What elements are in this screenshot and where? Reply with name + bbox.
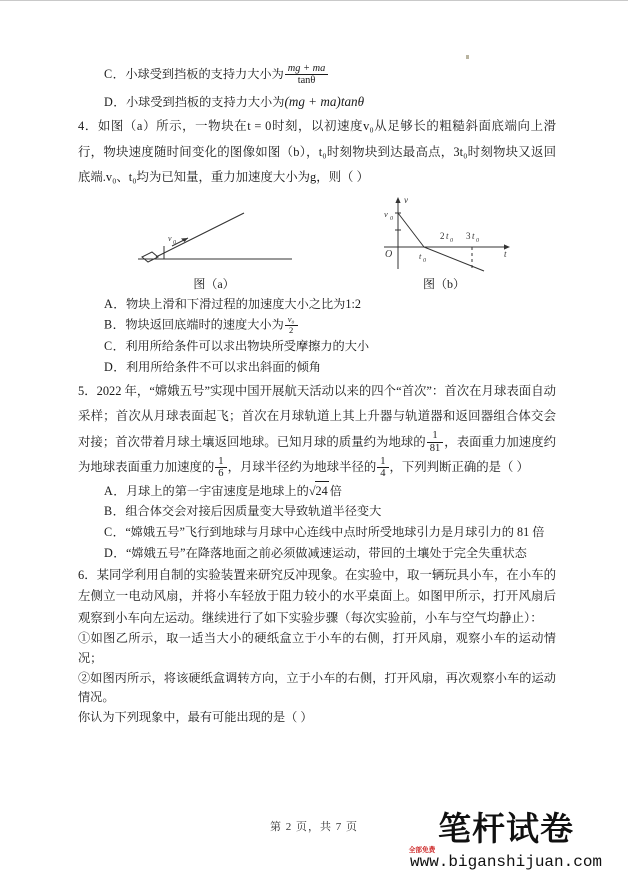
question-5-stem-part-4: ，下列判断正确的是（ ） bbox=[389, 460, 529, 475]
fraction-1-over-81 bbox=[427, 430, 444, 454]
question-4-option-c bbox=[78, 337, 556, 356]
expression-mg-ma-tan-theta: (mg + ma)tanθ bbox=[284, 93, 365, 109]
option-label: B． bbox=[104, 504, 126, 519]
fraction-v0-over-2 bbox=[285, 315, 298, 334]
option-text: 组合体交会对接后因质量变大导致轨道半径变大 bbox=[125, 504, 382, 519]
option-label: D． bbox=[104, 359, 126, 374]
question-6-step-1: ①如图乙所示，取一适当大小的硬纸盒立于小车的右侧，打开风扇，观察小车的运动情况； bbox=[78, 631, 556, 665]
svg-text:0: 0 bbox=[423, 257, 426, 264]
question-5-option-a bbox=[78, 481, 556, 501]
option-text: 物块上滑和下滑过程的加速度大小之比为1:2 bbox=[126, 296, 361, 311]
question-4-stem-line-2: ，物块速度随时间变化的图像如图（b），t₀时刻物块到达最高点，3t₀时刻物块又返回底 bbox=[78, 144, 557, 185]
option-label: D． bbox=[104, 546, 126, 561]
figure-a-caption: 图（a） bbox=[193, 276, 235, 291]
carryover-option-c bbox=[78, 60, 556, 90]
figure-a-velocity-label: v bbox=[168, 233, 172, 243]
fraction-1-over-4 bbox=[377, 456, 388, 480]
page-speck-artifact bbox=[466, 55, 469, 59]
option-label: C． bbox=[104, 339, 126, 354]
figure-b-caption: 图（b） bbox=[422, 276, 465, 291]
question-4-option-a bbox=[78, 295, 556, 314]
figure-a-incline-diagram bbox=[124, 199, 304, 271]
fraction-mg-ma-over-tan-theta bbox=[285, 63, 329, 86]
option-text: 小球受到挡板的支持力大小为 bbox=[126, 94, 285, 109]
option-label: B． bbox=[104, 318, 126, 333]
svg-text:t: t bbox=[472, 230, 475, 241]
svg-text:t: t bbox=[504, 248, 507, 259]
fraction-denominator: 81 bbox=[427, 442, 444, 454]
question-5-option-d bbox=[78, 544, 556, 563]
option-text: 利用所给条件不可以求出斜面的倾角 bbox=[126, 359, 321, 374]
option-label: D． bbox=[104, 94, 126, 109]
option-label: C． bbox=[104, 525, 126, 540]
svg-text:v: v bbox=[384, 208, 388, 219]
velocity-time-graph-svg bbox=[354, 191, 534, 277]
fraction-numerator: 1 bbox=[380, 455, 386, 467]
option-label: A． bbox=[104, 296, 126, 311]
question-4-stem-line-1: 如图（a）所示，一物块在t = 0时刻，以初速度v₀从足够长的粗糙斜面底端向上滑行 bbox=[78, 119, 556, 159]
question-6-closing: 你认为下列现象中，最有可能出现的是（ ） bbox=[78, 710, 313, 725]
option-text: 利用所给条件可以求出物块所受摩擦力的大小 bbox=[125, 339, 370, 354]
svg-text:0: 0 bbox=[450, 237, 453, 244]
question-6-stem bbox=[78, 565, 556, 629]
option-text: “嫦娥五号”飞行到地球与月球中心连线中点时所受地球引力是月球引力的 81 倍 bbox=[125, 525, 545, 540]
fraction-numerator: 1 bbox=[432, 430, 438, 442]
question-number: 5． bbox=[78, 383, 97, 398]
question-6-step-2: ②如图丙所示，将该硬纸盒调转方向，立于小车的右侧，打开风扇，再次观察小车的运动情况。 bbox=[78, 670, 556, 705]
svg-text:t: t bbox=[419, 250, 422, 261]
fraction-1-over-6 bbox=[215, 456, 226, 480]
sqrt-radicand: 24 bbox=[315, 481, 329, 501]
carryover-option-d bbox=[78, 92, 556, 112]
svg-text:2: 2 bbox=[440, 230, 445, 241]
question-number: 4． bbox=[78, 119, 98, 134]
svg-text:v: v bbox=[404, 194, 408, 205]
sqrt-24: √24 bbox=[309, 481, 329, 501]
svg-text:0: 0 bbox=[173, 239, 176, 246]
fraction-numerator: v₀ bbox=[287, 314, 295, 325]
question-5-option-c bbox=[78, 523, 556, 542]
question-4-stem bbox=[78, 114, 556, 190]
fraction-denominator: 2 bbox=[285, 325, 298, 335]
page-content bbox=[78, 60, 556, 728]
option-text: 小球受到挡板的支持力大小为 bbox=[125, 67, 284, 81]
watermark bbox=[408, 809, 624, 886]
fraction-denominator: 4 bbox=[377, 467, 388, 479]
fraction-denominator: tanθ bbox=[285, 74, 329, 86]
option-label: C． bbox=[104, 67, 126, 81]
option-text: “嫦娥五号”在降落地面之前必须做减速运动，带回的土壤处于完全失重状态 bbox=[126, 546, 527, 561]
question-5-stem-part-3: ，月球半径约为地球半径的 bbox=[227, 460, 377, 475]
option-text-suffix: 倍 bbox=[329, 483, 342, 498]
svg-text:t: t bbox=[446, 230, 449, 241]
figure-b-velocity-time-graph bbox=[354, 191, 534, 277]
option-text: 月球上的第一宇宙速度是地球上的 bbox=[126, 483, 309, 498]
svg-text:O: O bbox=[385, 248, 393, 260]
fraction-numerator: mg + ma bbox=[287, 62, 326, 74]
question-5-stem-part-2: ，表面重力加速度约为地球表面重力加速度的 bbox=[78, 434, 557, 475]
question-4-figures bbox=[78, 194, 556, 295]
watermark-url: www.biganshijuan.com bbox=[410, 853, 603, 871]
question-number: 6． bbox=[78, 568, 97, 583]
question-4-stem-line-3: 端.v₀、t₀均为已知量，重力加速度大小为g，则（ ） bbox=[90, 170, 369, 185]
fraction-denominator: 6 bbox=[215, 467, 226, 479]
incline-block-svg bbox=[124, 199, 304, 271]
question-5-stem bbox=[78, 379, 556, 481]
question-5-option-b bbox=[78, 502, 556, 521]
page-top-rule bbox=[0, 0, 628, 1]
fraction-numerator: 1 bbox=[218, 455, 224, 467]
question-5-stem-part-1: 2022 年，“嫦娥五号”实现中国开展航天活动以来的四个“首次”：首次在月球表面自动采样；首次从月球表面起飞；首次在月球轨道上其上升器与轨道器和返回器组合体交会对接；首次带着月球土壤返回地球。已知月球的质量约为地球的 bbox=[78, 383, 556, 449]
option-text: 物块返回底端时的速度大小为 bbox=[125, 318, 284, 333]
svg-text:0: 0 bbox=[390, 215, 393, 222]
option-label: A． bbox=[104, 483, 126, 498]
question-4-option-d bbox=[78, 358, 556, 377]
svg-text:3: 3 bbox=[466, 230, 471, 241]
question-4-option-b bbox=[78, 315, 556, 335]
page-footer: 第 2 页，共 7 页 bbox=[270, 821, 358, 833]
question-6-stem-text: 某同学利用自制的实验装置来研究反冲现象。在实验中，取一辆玩具小车，在小车的左侧立一电动风扇，并将小车轻放于阻力较小的水平桌面上。如图甲所示，打开风扇后观察到小车向左运动。继续进行了如下实验步骤（每次实验前，小车与空气均静止）： bbox=[78, 568, 556, 625]
svg-text:0: 0 bbox=[476, 237, 479, 244]
watermark-brand: 笔杆试卷 bbox=[438, 809, 574, 848]
watermark-badge: 全部免费 bbox=[408, 846, 436, 854]
